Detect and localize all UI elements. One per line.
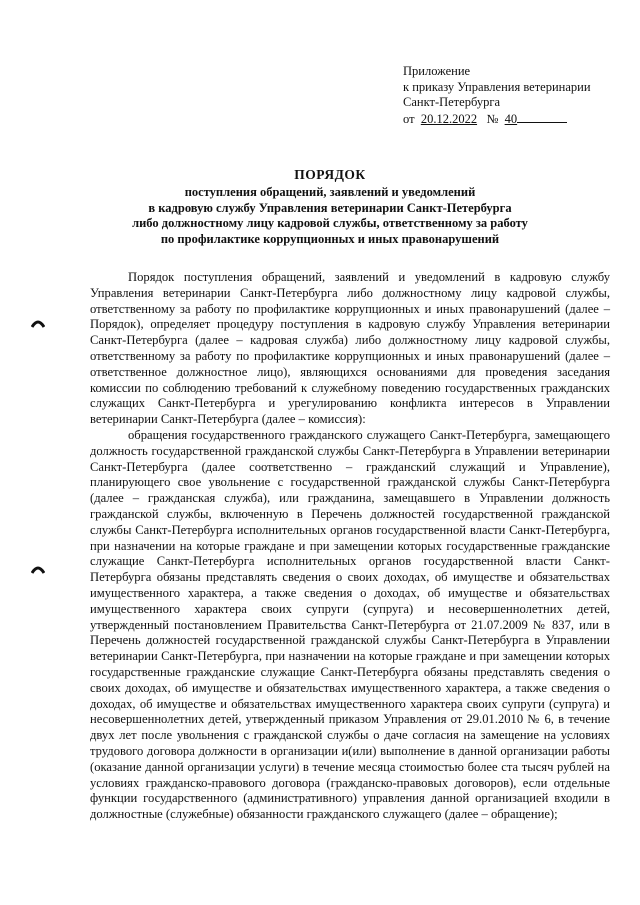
subtitle-line: поступления обращений, заявлений и уведомлений (184, 185, 476, 199)
annex-line: Санкт-Петербурга (403, 95, 501, 109)
annex-block (403, 64, 591, 127)
subtitle-line: либо должностному лицу кадровой службы, ответственному за работу (132, 216, 528, 230)
subtitle-line: в кадровую службу Управления ветеринарии Санкт-Петербурга (148, 200, 512, 215)
scan-mark-icon (31, 318, 45, 328)
order-date: 20.12.2022 (420, 111, 478, 126)
number-underline (517, 111, 567, 123)
subtitle-line: по профилактике коррупционных и иных правонарушений (160, 231, 500, 246)
body-paragraph: Порядок поступления обращений, заявлений и уведомлений в кадровую службу Управления ветеринарии Санкт-Петербурга либо должностному лицу кадровой службы, ответственному за работу по профилактике коррупционных и иных правонарушений (далее – Порядок), определяет процедуру поступления в кадровую службу Управления ветеринарии Санкт-Петербурга (далее – кадровая служба) либо должностному лицу кадровой службы, ответственному за работу по профилактике коррупционных и иных правонарушений (далее – ответственное должностное лицо), являющихся основаниями для проведения заседания комиссии по соблюдению требований к служебному поведению государственных гражданских служащих Санкт-Петербурга и урегулированию конфликта интересов в Управлении ветеринарии Санкт-Петербурга (далее – комиссия): (90, 270, 610, 427)
date-prefix: от (403, 111, 415, 126)
document-title (60, 166, 600, 247)
annex-date-row (403, 111, 591, 128)
scan-mark-icon (31, 564, 45, 574)
order-number: 40 (504, 111, 518, 126)
document-body (90, 270, 610, 823)
body-paragraph: обращения государственного гражданского служащего Санкт-Петербурга, замещающего должность государственной гражданской службы Санкт-Петербурга в Управлении ветеринарии Санкт-Петербурга (далее соответственно – гражданский служащий и Управление), планирующего свое увольнение с государственной гражданской службы Санкт-Петербурга (далее – гражданская служба), или гражданина, замещавшего в Управлении должность гражданской службы, включенную в Перечень должностей государственной гражданской службы Санкт-Петербурга исполнительных органов государственной власти Санкт-Петербурга, при назначении на которые граждане и при замещении которых государственные гражданские служащие Санкт-Петербурга исполнительных органов государственной власти Санкт-Петербурга обязаны представлять сведения о своих доходах, об имуществе и обязательствах имущественного характера, а также сведения о доходах, об имуществе и обязательствах имущественного характера своих супруги (супруга) и несовершеннолетних детей, утвержденный постановлением Правительства Санкт-Петербурга от 21.07.2009 № 837, или в Перечень должностей государственной гражданской службы Санкт-Петербурга в Управлении ветеринарии Санкт-Петербурга, при назначении на которые граждане и при замещении которых государственные гражданские служащие Санкт-Петербурга обязаны представлять сведения о своих доходах, об имуществе и обязательствах имущественного характера, а также сведения о доходах, об имуществе и обязательствах имущественного характера своих супруги (супруга) и несовершеннолетних детей, утвержденный приказом Управления от 29.01.2010 № 6, в течение двух лет после увольнения с гражданской службы о даче согласия на замещение на условиях трудового договора должности в организации и(или) выполнение в данной организации работы (оказание данной организации услуги) в течение месяца стоимостью более ста тысяч рублей на условиях гражданско-правового договора (гражданско-правовых договоров), если отдельные функции государственного (административного) управления данной организацией входили в должностные (служебные) обязанности гражданского служащего (далее – обращение); (90, 427, 610, 822)
annex-line: к приказу Управления ветеринарии (403, 79, 591, 94)
annex-line: Приложение (403, 64, 471, 78)
number-prefix: № (486, 111, 499, 126)
title-subtitle (60, 185, 600, 247)
title-main: ПОРЯДОК (294, 167, 366, 182)
